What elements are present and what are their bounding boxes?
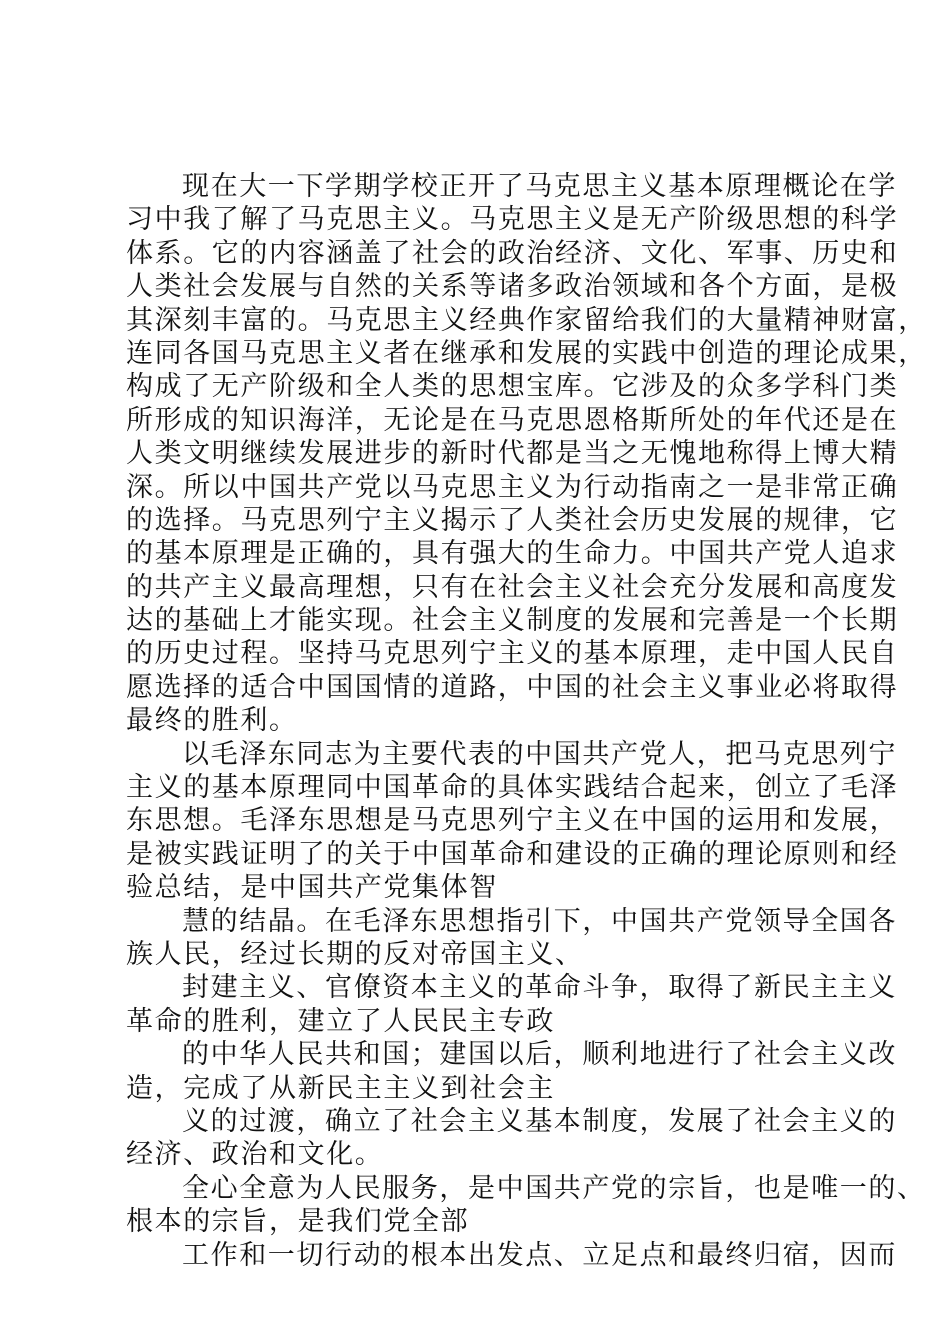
text-line: 东思想。毛泽东思想是马克思列宁主义在中国的运用和发展， bbox=[126, 805, 899, 837]
text-line: 的共产主义最高理想，只有在社会主义社会充分发展和高度发 bbox=[126, 571, 899, 603]
text-line: 连同各国马克思主义者在继承和发展的实践中创造的理论成果， bbox=[126, 337, 927, 369]
text-line: 主义的基本原理同中国革命的具体实践结合起来，创立了毛泽 bbox=[126, 772, 899, 804]
text-line: 的历史过程。坚持马克思列宁主义的基本原理，走中国人民自 bbox=[126, 638, 899, 670]
text-line: 义的过渡，确立了社会主义基本制度，发展了社会主义的 bbox=[182, 1105, 897, 1137]
text-line: 经济、政治和文化。 bbox=[126, 1139, 384, 1171]
text-line: 习中我了解了马克思主义。马克思主义是无产阶级思想的科学 bbox=[126, 204, 899, 236]
text-line: 愿选择的适合中国国情的道路，中国的社会主义事业必将取得 bbox=[126, 671, 899, 703]
text-line: 人类社会发展与自然的关系等诸多政治领域和各个方面，是极 bbox=[126, 271, 899, 303]
text-line: 族人民，经过长期的反对帝国主义、 bbox=[126, 938, 584, 970]
text-line: 最终的胜利。 bbox=[126, 705, 298, 737]
text-line: 达的基础上才能实现。社会主义制度的发展和完善是一个长期 bbox=[126, 605, 899, 637]
text-line: 封建主义、官僚资本主义的革命斗争，取得了新民主主义 bbox=[182, 972, 897, 1004]
text-line: 体系。它的内容涵盖了社会的政治经济、文化、军事、历史和 bbox=[126, 237, 899, 269]
text-line: 构成了无产阶级和全人类的思想宝库。它涉及的众多学科门类 bbox=[126, 371, 899, 403]
text-line: 工作和一切行动的根本出发点、立足点和最终归宿，因而 bbox=[182, 1239, 897, 1271]
text-line: 现在大一下学期学校正开了马克思主义基本原理概论在学 bbox=[182, 171, 897, 202]
text-line: 其深刻丰富的。马克思主义经典作家留给我们的大量精神财富， bbox=[126, 304, 927, 336]
text-line: 的选择。马克思列宁主义揭示了人类社会历史发展的规律，它 bbox=[126, 504, 899, 536]
text-line: 所形成的知识海洋，无论是在马克思恩格斯所处的年代还是在 bbox=[126, 404, 899, 436]
text-line: 人类文明继续发展进步的新时代都是当之无愧地称得上博大精 bbox=[126, 438, 899, 470]
text-line: 慧的结晶。在毛泽东思想指引下，中国共产党领导全国各 bbox=[182, 905, 897, 937]
text-line: 革命的胜利，建立了人民民主专政 bbox=[126, 1005, 555, 1037]
text-line: 的基本原理是正确的，具有强大的生命力。中国共产党人追求 bbox=[126, 538, 899, 570]
text-line: 全心全意为人民服务，是中国共产党的宗旨，也是唯一的、 bbox=[182, 1172, 926, 1204]
text-line: 深。所以中国共产党以马克思主义为行动指南之一是非常正确 bbox=[126, 471, 899, 503]
text-line: 造，完成了从新民主主义到社会主 bbox=[126, 1072, 555, 1104]
text-line: 的中华人民共和国；建国以后，顺利地进行了社会主义改 bbox=[182, 1039, 897, 1071]
text-line: 根本的宗旨，是我们党全部 bbox=[126, 1206, 470, 1238]
text-line: 验总结，是中国共产党集体智 bbox=[126, 872, 498, 904]
document-body bbox=[126, 170, 927, 1272]
text-line: 以毛泽东同志为主要代表的中国共产党人，把马克思列宁 bbox=[182, 738, 897, 770]
text-line: 是被实践证明了的关于中国革命和建设的正确的理论原则和经 bbox=[126, 838, 899, 870]
